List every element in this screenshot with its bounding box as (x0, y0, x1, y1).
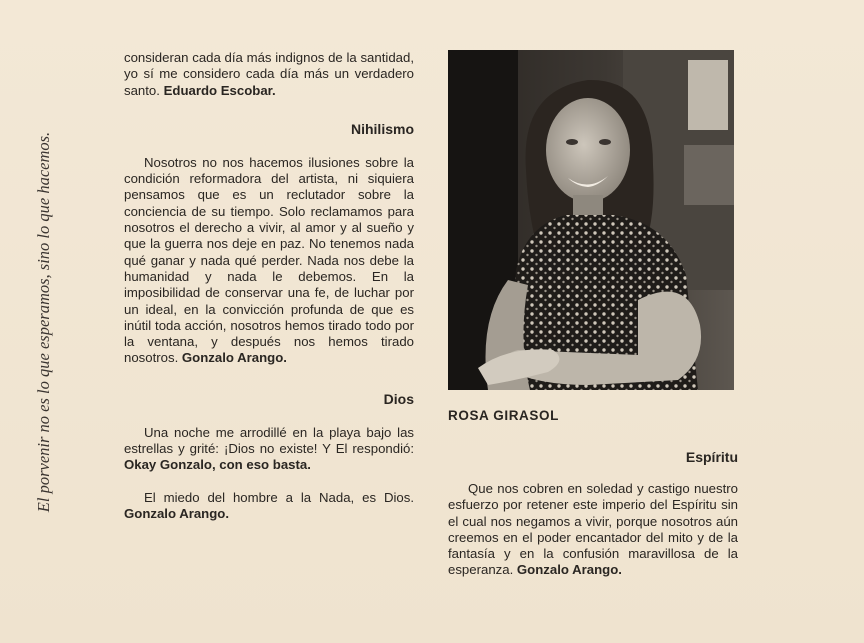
nihilismo-paragraph: Nosotros no nos hacemos ilusiones sobre la condición reformadora del artista, ni siquiera pensamos que es un reclutador sobre la conciencia de su tiempo. Solo reclamamos para nosotros el derecho a vivir, al amor y al sueño y que la guerra nos deje en paz. No tenemos nada qué ganar y nada qué perder. Nada nos debe la humanidad y nada le debemos. En la imposibilidad de conservar una fe, de luchar por un ideal, en la convicción profunda de que es inútil toda acción, nosotros hemos tirado todo por la ventana, y después nos hemos tirado nosotros. Gonzalo Arango. (124, 154, 414, 366)
dios-paragraph-1: Una noche me arrodillé en la playa bajo las estrellas y grité: ¡Dios no existe! Y El respondió: Okay Gonzalo, con eso basta. (124, 424, 414, 473)
left-column (124, 50, 414, 522)
right-column (448, 50, 738, 579)
photo-caption: ROSA GIRASOL (448, 408, 559, 423)
vertical-quote-text: El porvenir no es lo que esperamos, sino lo que hacemos. (34, 131, 53, 512)
portrait-photo (448, 50, 734, 390)
heading-dios: Dios (383, 390, 414, 407)
heading-nihilismo: Nihilismo (350, 120, 414, 137)
intro-author: Eduardo Escobar. (163, 82, 276, 98)
dios-paragraph-2: El miedo del hombre a la Nada, es Dios. Gonzalo Arango. (124, 489, 414, 521)
espiritu-paragraph: Que nos cobren en soledad y castigo nuestro esfuerzo por retener este imperio del Espíritu sin el cual nos negamos a vivir, porque nosotros aún creemos en el poder encantador del mito y de la fantasía y en la confusión maravillosa de la esperanza. Gonzalo Arango. (448, 481, 738, 578)
intro-paragraph: consideran cada día más indignos de la santidad, yo sí me considero cada día más un verdadero santo. Eduardo Escobar. (124, 50, 414, 98)
vertical-quote (4, 0, 84, 643)
dios-bold-reply: Okay Gonzalo, con eso basta. (124, 457, 311, 473)
portrait-illustration (448, 50, 734, 390)
espiritu-author: Gonzalo Arango. (516, 562, 622, 578)
heading-espiritu: Espíritu (685, 449, 738, 465)
dios-author: Gonzalo Arango. (124, 505, 230, 521)
nihilismo-author: Gonzalo Arango. (181, 350, 287, 366)
